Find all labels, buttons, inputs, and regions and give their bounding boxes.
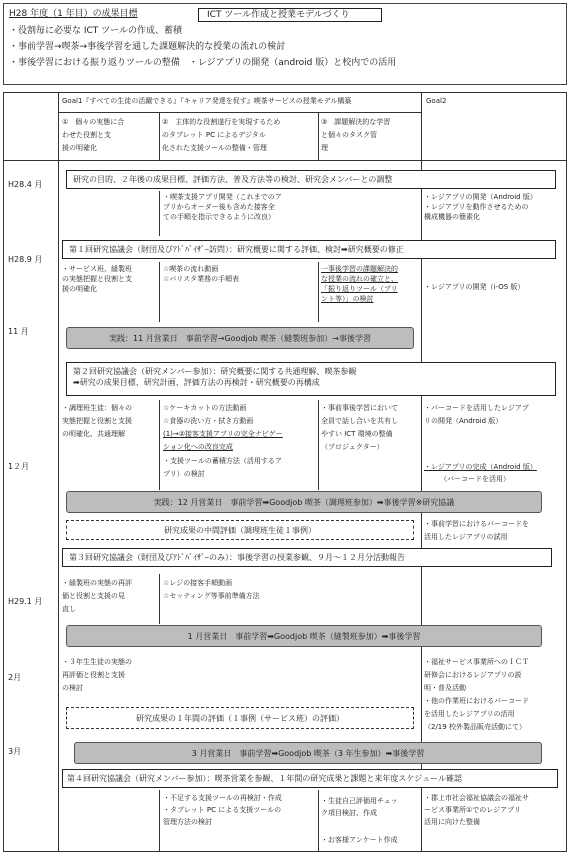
council-2-box: 第２回研究協議会（研究メンバー参加）：研究概要に関する共通理解、喫茶参観 ➡研究の成果目標、研究計画、評価方法の再検討・研究概要の再構成 xyxy=(66,362,556,396)
mar-goal2-text: ・郡上市社会福祉協議会の福祉サ ービス事業所①でのレジアプリ 活用に向けた整備 xyxy=(424,794,529,826)
column-3-header: ③ 課題解決的な学習 と個々のタスク管 理 xyxy=(321,118,391,152)
mar-col2-text: ・不足する支援ツールの再検討・作成 ・タブレット PC による支援ツールの 管理方法の検討 xyxy=(163,794,282,826)
goal1-header: Goal1『すべての生徒の活躍できる』『キャリア発達を促す』喫茶サービスの授業モデル構築 xyxy=(62,97,352,105)
april-col2-text: ・喫茶支援アプリ開発（これまでのア プリからオーダー後も含めた接客全 ての手順を指示できるように改良） xyxy=(163,193,282,221)
mar-col3-text-a: ・生徒自己評価用チェッ ク項目検討、作成 xyxy=(321,797,398,817)
annual-evaluation: 研究成果の１年間の評価（１事例（サービス班）の評価） xyxy=(66,707,414,729)
month-3: 3月 xyxy=(8,747,22,756)
goal-bullet-3: ・事後学習における振り返りツールの整備 ・レジアプリの開発（android 版）と校内での活用 xyxy=(9,58,397,68)
council-4-box: 第４回研究協議会（研究メンバー参加）：喫茶営業を参観、１年間の研究成果と課題と来年度スケジュール確認 xyxy=(62,769,558,788)
month-h28-9: H28.9 月 xyxy=(8,255,43,264)
practice-march: 3 月営業日 事前学習➡Goodjob 喫茶（3 年生参加）➡事後学習 xyxy=(74,742,542,764)
dec-col2-text-c: ・支援ツールの蓄積方法（活用するア プリ）の検討 xyxy=(163,457,282,478)
dec-col2-text-b: (1)→②接客支援アプリの完全ナビゲー ション化への改良完成 xyxy=(163,430,283,451)
practice-november: 実践：11 月営業日 事前学習→Goodjob 喫茶（縫製班参加）→事後学習 xyxy=(66,327,414,349)
practice-january: 1 月営業日 事前学習➡Goodjob 喫茶（縫製班参加）➡事後学習 xyxy=(66,625,542,647)
column-1-header: ① 個々の実態に合 わせた役割と支 援の明確化 xyxy=(62,118,125,152)
practice-december: 実践：12 月営業日 事前学習➡Goodjob 喫茶（調理班参加）➡事後学習※研究協議 xyxy=(66,491,542,513)
goal-title: H28 年度（1 年目）の成果目標 xyxy=(9,9,138,19)
sep-col3-text: 一事後学習の課題解決的 な授業の流れの確立と、 「振り返りツール（プリ ント等）」の検討 xyxy=(321,265,398,303)
month-2: 2月 xyxy=(8,673,22,682)
sep-col1-text: ・サービス班、縫製班 の実態把握と役割と支 援の明確化 xyxy=(62,265,132,293)
midterm-evaluation: 研究成果の中間評価（調理班生徒１事例） xyxy=(66,520,414,540)
mar-col3-text-b: ・お客様アンケート作成 xyxy=(321,836,398,844)
dec-goal2-text-a: ・バーコードを活用したレジアプ リの開発（Android 版） xyxy=(424,404,529,425)
feb-goal2-text: ・福祉サービス事業所へのＩＣＴ 研修会におけるレジアプリの説 明・普及活動 ・他の作業班におけるバーコード を活用したレジアプリの活用 （2/19 校外製品販売活動にて） xyxy=(424,658,529,731)
month-h29-1: H29.1 月 xyxy=(8,597,43,606)
goal-bullet-2: ・事前学習→喫茶→事後学習を通した課題解決的な授業の流れの検討 xyxy=(9,42,286,52)
jan-col2-text: ☆レジの接客手順動画 ☆セッティング等事前準備方法 xyxy=(163,579,260,600)
sep-col2-text: ☆喫茶の流れ動画 ☆バリスタ業務の手順表 xyxy=(163,265,240,283)
month-11: 11 月 xyxy=(8,327,29,336)
council-1-box: 第１回研究協議会（財団及びｱﾄﾞﾊﾞｲｻﾞｰ訪問）：研究概要に関する評価、検討➡研究概要の修正 xyxy=(62,240,556,259)
goal2-header: Goal2 xyxy=(426,97,447,105)
month-12: 1２月 xyxy=(8,462,30,471)
council-3-box: 第３回研究協議会（財団及びｱﾄﾞﾊﾞｲｻﾞｰのみ）：事後学習の授業参観、９月～１２月分活動報告 xyxy=(62,548,552,567)
dec-col1-text: ・調理班生徒：個々の 実態把握と役割と支援 の明確化、共通理解 xyxy=(62,404,132,438)
dec-goal2-text-c: （バーコードを活用） xyxy=(440,475,510,483)
dec-col2-text-a: ☆ケーキカットの方法動画 ☆食器の洗い方・拭き方動画 xyxy=(163,404,254,425)
dec-goal2-text-d: ・事前学習におけるバーコードを 活用したレジアプリの試用 xyxy=(424,520,529,541)
sep-goal2-text: ・レジアプリの開発（i-OS 版） xyxy=(424,283,525,291)
april-plan-box: 研究の目的、２年後の成果目標、評価方法、普及方法等の検討、研究会メンバーとの調整 xyxy=(66,170,556,189)
column-2-header: ② 主体的な役割遂行を実現するため のタブレット PC によるデジタル 化された支援ツールの整備・管理 xyxy=(162,118,281,152)
april-goal2-text: ・レジアプリの開発（Android 版） ・レジアプリを動作させるための 構成機器の簡素化 xyxy=(424,193,537,221)
dec-col3-text: ・事前事後学習において 全員で話し合いを共有し やすい ICT 環境の整備 （プロジェクター） xyxy=(321,404,398,451)
dec-goal2-text-b: ・レジアプリの完成（Android 版） xyxy=(424,463,537,471)
jan-col1-text: ・縫製班の実態の再評 価と役割と支援の見 直し xyxy=(62,579,132,613)
project-title: ICT ツール作成と授業モデルづくり xyxy=(198,8,382,22)
month-h28-4: H28.4 月 xyxy=(8,180,43,189)
goal-bullet-1: ・役割毎に必要な ICT ツールの作成、蓄積 xyxy=(9,26,182,36)
feb-col1-text: ・３年生生徒の実態の 再評価と役割と支援 の検討 xyxy=(62,658,132,692)
